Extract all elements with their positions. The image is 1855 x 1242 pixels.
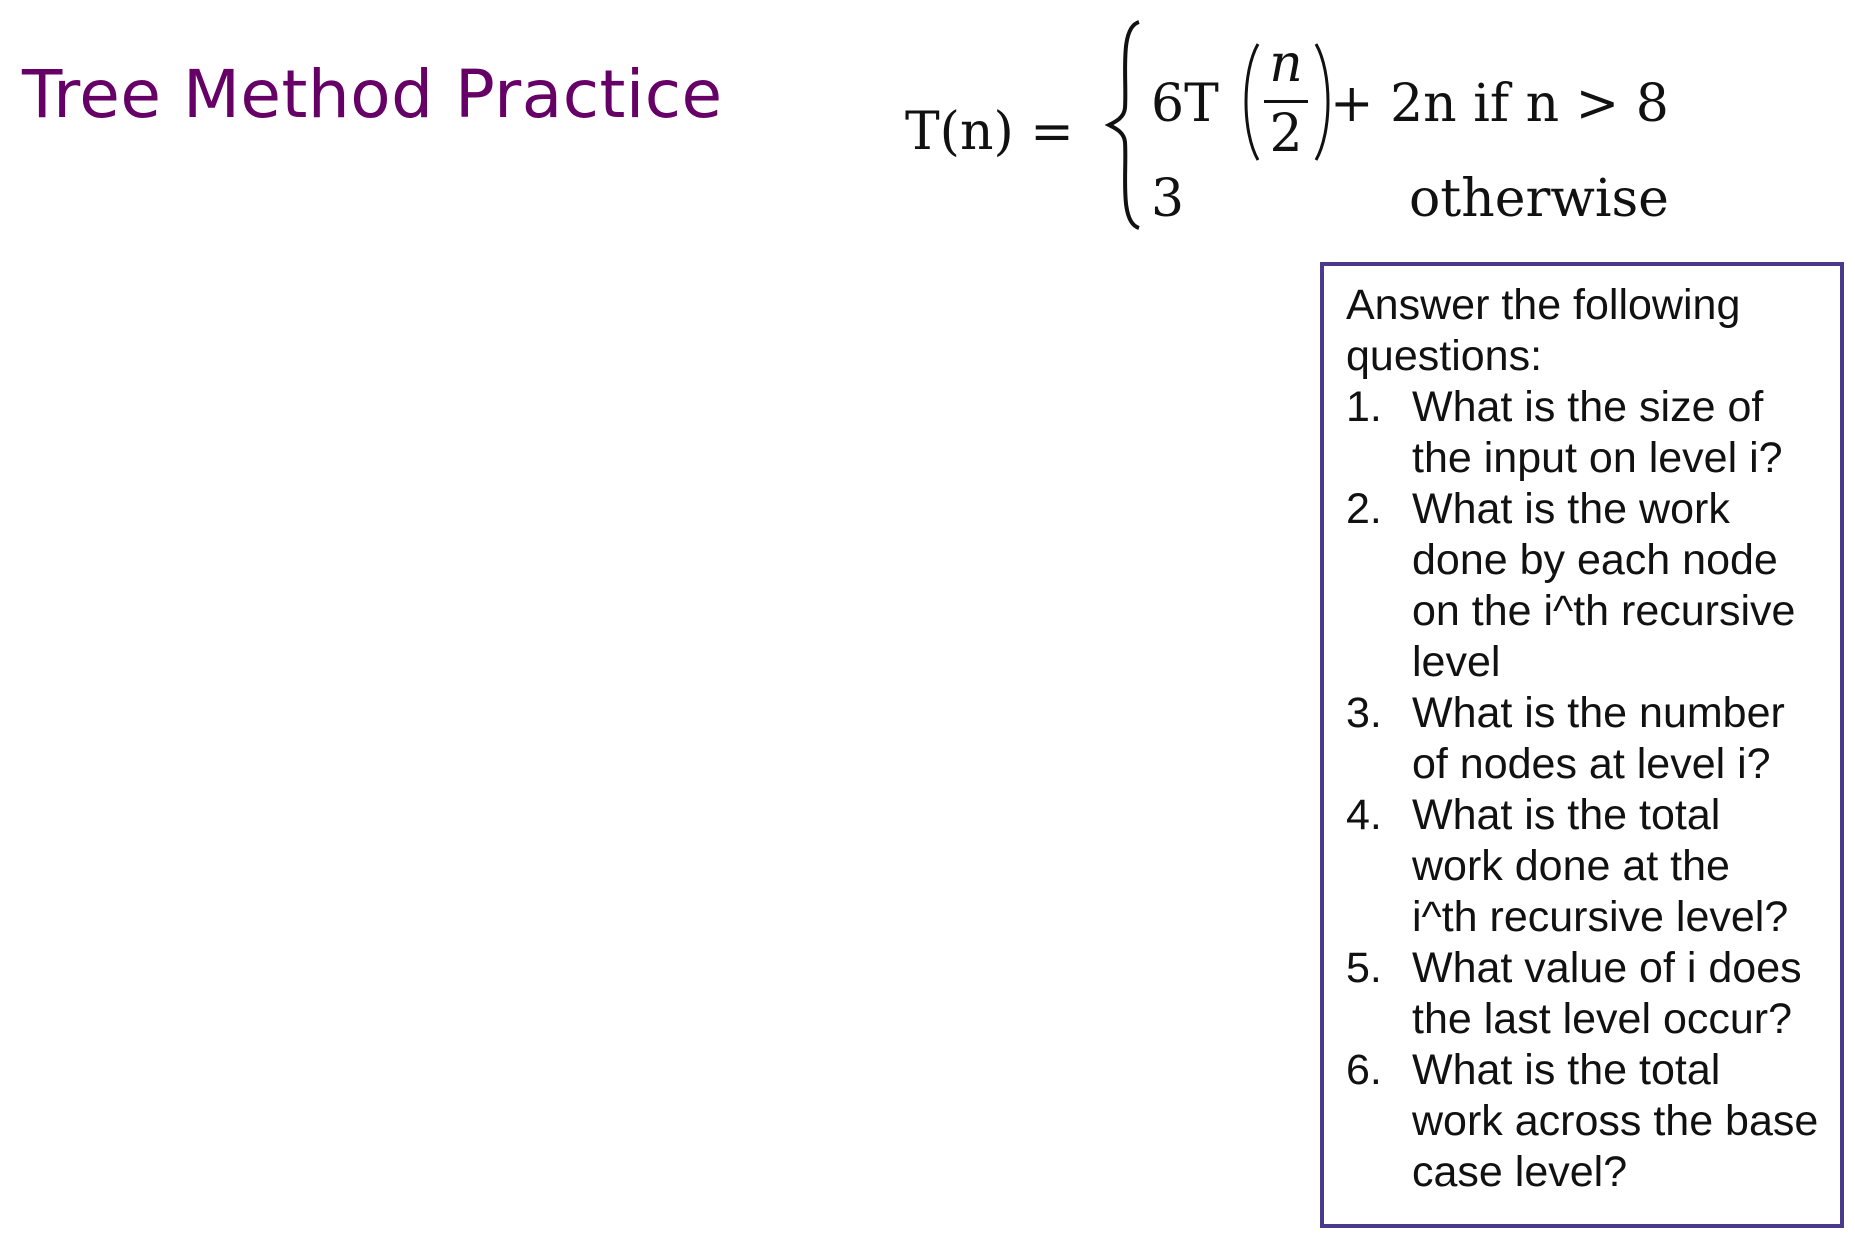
fraction	[1250, 34, 1320, 164]
questions-intro: Answer the following questions:	[1346, 281, 1741, 380]
right-paren-icon	[1312, 42, 1332, 162]
fraction-bar	[1264, 100, 1308, 103]
case2-value: 3	[1151, 169, 1185, 229]
case2-condition: otherwise	[1409, 169, 1669, 229]
fraction-denominator: 2	[1269, 104, 1303, 164]
recurrence-equation	[905, 14, 1685, 236]
left-brace-icon	[1105, 18, 1145, 232]
case1-right: + 2n if n > 8	[1330, 74, 1669, 134]
equation-lhs: T(n) =	[905, 102, 1074, 162]
fraction-numerator: n	[1269, 34, 1303, 94]
page-title: Tree Method Practice	[22, 56, 723, 133]
case1-left: 6T	[1151, 74, 1219, 134]
questions-box: Answer the following questions: 1. What is the size of the input on level i? 2. What is the work done by each node on the i^th recursive level 3. What is the number of nodes at level i? 4. What is the total work done at the i^th recursive level? 5. What value of i does the last level occur? 6. What is the total work across the base case level?	[1320, 262, 1844, 1228]
